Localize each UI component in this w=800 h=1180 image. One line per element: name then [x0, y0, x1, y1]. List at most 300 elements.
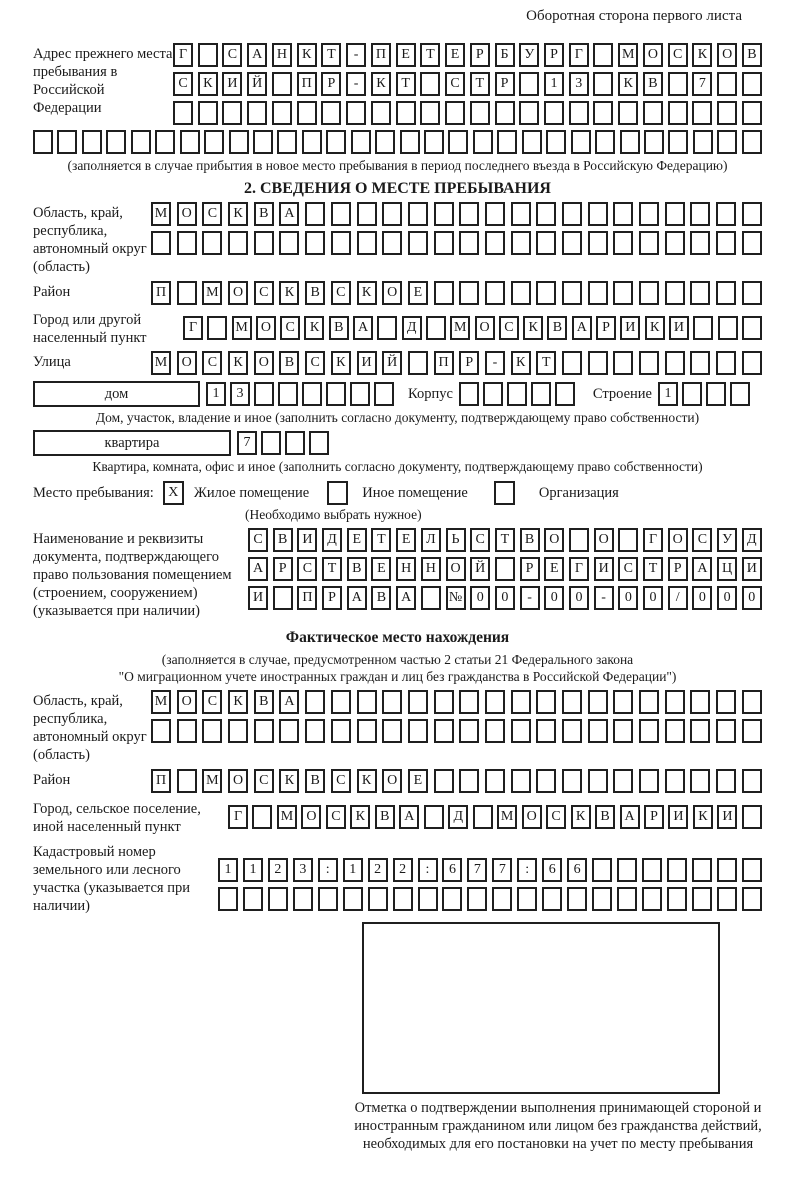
char-box	[448, 130, 468, 154]
char-box	[309, 431, 329, 455]
char-box	[131, 130, 151, 154]
char-box	[445, 101, 465, 125]
char-box: 0	[618, 586, 638, 610]
char-box	[665, 690, 685, 714]
char-box: В	[254, 690, 274, 714]
char-box	[371, 101, 391, 125]
char-box: К	[350, 805, 370, 829]
char-box	[742, 130, 762, 154]
char-box: О	[475, 316, 495, 340]
char-box: К	[693, 805, 713, 829]
house-labelbox: дом	[33, 381, 200, 407]
char-box: Т	[643, 557, 663, 581]
char-box: 1	[206, 382, 226, 406]
char-box	[305, 202, 325, 226]
char-box: :	[517, 858, 537, 882]
char-box: Т	[420, 43, 440, 67]
char-box	[571, 130, 591, 154]
char-box: Е	[408, 281, 428, 305]
char-box	[293, 887, 313, 911]
char-box: В	[305, 769, 325, 793]
char-box	[377, 316, 397, 340]
char-box: И	[668, 805, 688, 829]
char-box: С	[254, 769, 274, 793]
char-box	[588, 231, 608, 255]
char-box	[408, 231, 428, 255]
char-box	[382, 202, 402, 226]
region-block	[33, 202, 762, 276]
char-box	[742, 72, 762, 96]
char-box	[668, 72, 688, 96]
char-box: С	[326, 805, 346, 829]
char-box: 7	[492, 858, 512, 882]
prev-address-row-1	[173, 43, 762, 67]
char-box	[613, 231, 633, 255]
char-box: К	[304, 316, 324, 340]
char-box: А	[279, 690, 299, 714]
char-box: К	[371, 72, 391, 96]
char-box	[202, 231, 222, 255]
char-box	[305, 719, 325, 743]
region-label: Область, край, республика, автономный округ (область)	[33, 205, 147, 275]
char-box	[742, 719, 762, 743]
char-box	[588, 690, 608, 714]
char-box	[278, 382, 298, 406]
char-box	[272, 72, 292, 96]
char-box	[569, 528, 589, 552]
char-box: О	[594, 528, 614, 552]
char-box	[588, 202, 608, 226]
char-box	[273, 586, 293, 610]
char-box: С	[331, 281, 351, 305]
char-box	[667, 887, 687, 911]
char-box	[357, 690, 377, 714]
char-box	[555, 382, 575, 406]
char-box	[331, 231, 351, 255]
char-box: О	[643, 43, 663, 67]
char-box: И	[222, 72, 242, 96]
char-box	[229, 130, 249, 154]
char-box	[716, 351, 736, 375]
char-box	[511, 690, 531, 714]
char-box: О	[177, 351, 197, 375]
char-box: И	[594, 557, 614, 581]
char-box	[177, 769, 197, 793]
char-box: С	[692, 528, 712, 552]
char-box: В	[375, 805, 395, 829]
char-box: К	[331, 351, 351, 375]
char-box	[177, 281, 197, 305]
char-box: Р	[495, 72, 515, 96]
char-box: :	[418, 858, 438, 882]
city-row	[183, 316, 762, 340]
house-block	[33, 381, 762, 407]
district-row	[151, 281, 762, 305]
char-box	[562, 281, 582, 305]
char-box: В	[273, 528, 293, 552]
char-box	[592, 887, 612, 911]
char-box: В	[329, 316, 349, 340]
char-box	[459, 382, 479, 406]
char-box: К	[523, 316, 543, 340]
char-box	[544, 101, 564, 125]
char-box: И	[717, 805, 737, 829]
char-box: К	[511, 351, 531, 375]
prev-address-row-3	[173, 101, 762, 125]
stay-option-residential: Жилое помещение	[193, 484, 310, 501]
char-box: В	[371, 586, 391, 610]
char-box	[618, 101, 638, 125]
char-box: М	[497, 805, 517, 829]
char-box	[536, 202, 556, 226]
char-box	[459, 719, 479, 743]
stay-type-note: (Необходимо выбрать нужное)	[245, 507, 422, 522]
street-row	[151, 351, 762, 375]
char-box	[693, 130, 713, 154]
char-box	[459, 690, 479, 714]
cadastre-label: Кадастровый номер земельного или лесного участка (указывается при наличии)	[33, 844, 190, 914]
char-box	[279, 231, 299, 255]
char-box	[173, 101, 193, 125]
char-box	[562, 202, 582, 226]
char-box	[459, 231, 479, 255]
char-box	[742, 805, 762, 829]
char-box	[483, 382, 503, 406]
char-box: Р	[596, 316, 616, 340]
char-box	[716, 719, 736, 743]
char-box	[420, 101, 440, 125]
char-box	[434, 281, 454, 305]
char-box	[692, 858, 712, 882]
city-label: Город или другой населенный пункт	[33, 312, 147, 346]
char-box	[716, 202, 736, 226]
char-box: Д	[402, 316, 422, 340]
char-box	[511, 202, 531, 226]
char-box: К	[645, 316, 665, 340]
char-box: Е	[445, 43, 465, 67]
char-box	[459, 281, 479, 305]
char-box: Й	[470, 557, 490, 581]
char-box	[382, 231, 402, 255]
char-box	[467, 887, 487, 911]
char-box: С	[202, 351, 222, 375]
char-box: О	[717, 43, 737, 67]
char-box: О	[382, 769, 402, 793]
apartment-block	[33, 430, 762, 456]
char-box	[497, 130, 517, 154]
char-box	[207, 316, 227, 340]
korpus-label: Корпус	[408, 386, 453, 402]
char-box: К	[198, 72, 218, 96]
char-box	[531, 382, 551, 406]
cadastre-row-2	[218, 887, 762, 911]
char-box	[742, 690, 762, 714]
char-box	[536, 719, 556, 743]
house-number-cells	[206, 382, 394, 406]
char-box	[567, 887, 587, 911]
char-box	[717, 72, 737, 96]
region-row-2	[151, 231, 762, 255]
char-box	[408, 351, 428, 375]
cadastre-block	[33, 841, 762, 915]
char-box	[613, 690, 633, 714]
char-box: А	[347, 586, 367, 610]
char-box: Р	[322, 586, 342, 610]
char-box: С	[668, 43, 688, 67]
char-box: 1	[343, 858, 363, 882]
char-box	[243, 887, 263, 911]
char-box: К	[692, 43, 712, 67]
char-box	[177, 231, 197, 255]
document-block	[33, 528, 762, 620]
char-box	[569, 101, 589, 125]
char-box	[562, 719, 582, 743]
char-box: Ь	[446, 528, 466, 552]
char-box: Г	[569, 43, 589, 67]
char-box	[716, 769, 736, 793]
actual-district-row	[151, 769, 762, 793]
char-box	[742, 281, 762, 305]
char-box	[517, 887, 537, 911]
char-box: К	[279, 281, 299, 305]
char-box	[357, 231, 377, 255]
char-box: Й	[247, 72, 267, 96]
char-box: М	[202, 769, 222, 793]
char-box: О	[177, 690, 197, 714]
prev-address-block	[33, 43, 762, 125]
char-box: К	[357, 769, 377, 793]
char-box: Е	[396, 528, 416, 552]
char-box	[730, 382, 750, 406]
char-box	[665, 202, 685, 226]
char-box: 7	[692, 72, 712, 96]
char-box	[639, 281, 659, 305]
char-box: Т	[470, 72, 490, 96]
char-box	[177, 719, 197, 743]
char-box	[382, 690, 402, 714]
char-box: С	[331, 769, 351, 793]
stay-option-organization: Организация	[538, 484, 619, 501]
char-box	[693, 316, 713, 340]
char-box: 6	[442, 858, 462, 882]
char-box: Р	[459, 351, 479, 375]
stay-checkbox-organization	[494, 481, 515, 505]
district-block	[33, 281, 762, 305]
house-caption: Дом, участок, владение и иное (заполнить согласно документу, подтверждающему право собственности)	[95, 410, 700, 425]
char-box: Д	[322, 528, 342, 552]
char-box	[717, 101, 737, 125]
char-box: 3	[569, 72, 589, 96]
char-box	[318, 887, 338, 911]
char-box: А	[572, 316, 592, 340]
cadastre-row-1	[218, 858, 762, 882]
char-box	[343, 887, 363, 911]
char-box	[617, 887, 637, 911]
char-box	[690, 769, 710, 793]
char-box	[57, 130, 77, 154]
char-box	[326, 130, 346, 154]
char-box	[459, 769, 479, 793]
char-box	[742, 858, 762, 882]
char-box: Ц	[717, 557, 737, 581]
char-box: И	[248, 586, 268, 610]
char-box	[519, 101, 539, 125]
char-box	[562, 231, 582, 255]
char-box: Г	[173, 43, 193, 67]
char-box	[321, 101, 341, 125]
stay-type-label: Место пребывания:	[33, 484, 154, 501]
char-box: А	[396, 586, 416, 610]
document-row-3	[248, 586, 762, 610]
char-box: О	[544, 528, 564, 552]
char-box	[228, 231, 248, 255]
char-box	[717, 858, 737, 882]
char-box	[668, 130, 688, 154]
char-box: 7	[237, 431, 257, 455]
char-box	[588, 719, 608, 743]
char-box	[408, 690, 428, 714]
char-box	[254, 382, 274, 406]
char-box: О	[301, 805, 321, 829]
char-box: Г	[569, 557, 589, 581]
char-box: 1	[243, 858, 263, 882]
char-box: О	[256, 316, 276, 340]
char-box: А	[399, 805, 419, 829]
char-box	[442, 887, 462, 911]
char-box	[620, 130, 640, 154]
char-box: М	[151, 202, 171, 226]
confirmation-stamp-caption: Отметка о подтверждении выполнения принимающей стороной и иностранным гражданином или лицом без гражданства действий, необходимых для его постановки на учет по месту пребывания	[354, 1100, 762, 1152]
char-box	[511, 281, 531, 305]
char-box	[222, 101, 242, 125]
char-box: :	[318, 858, 338, 882]
char-box	[285, 431, 305, 455]
apartment-cells	[237, 431, 329, 455]
char-box: Г	[643, 528, 663, 552]
char-box	[690, 281, 710, 305]
char-box: С	[173, 72, 193, 96]
char-box	[593, 43, 613, 67]
char-box: К	[297, 43, 317, 67]
char-box: М	[232, 316, 252, 340]
char-box: П	[151, 769, 171, 793]
char-box: И	[297, 528, 317, 552]
actual-city-row	[228, 805, 762, 829]
char-box	[302, 382, 322, 406]
char-box	[254, 231, 274, 255]
char-box: Д	[448, 805, 468, 829]
char-box: А	[353, 316, 373, 340]
char-box: Г	[183, 316, 203, 340]
char-box	[252, 805, 272, 829]
char-box	[742, 202, 762, 226]
char-box	[204, 130, 224, 154]
char-box	[617, 858, 637, 882]
char-box	[613, 719, 633, 743]
char-box	[690, 719, 710, 743]
char-box	[180, 130, 200, 154]
char-box: Г	[228, 805, 248, 829]
char-box: А	[692, 557, 712, 581]
char-box	[511, 769, 531, 793]
char-box	[393, 887, 413, 911]
char-box	[473, 130, 493, 154]
section2-title: 2. СВЕДЕНИЯ О МЕСТЕ ПРЕБЫВАНИЯ	[244, 180, 551, 197]
char-box	[536, 769, 556, 793]
char-box: У	[519, 43, 539, 67]
char-box	[351, 130, 371, 154]
document-label: Наименование и реквизиты документа, подтверждающего право пользования помещением (строением, сооружением) (указывается при наличии)	[33, 531, 232, 619]
district-label: Район	[33, 284, 71, 300]
char-box	[421, 586, 441, 610]
char-box: Р	[668, 557, 688, 581]
char-box: Д	[742, 528, 762, 552]
char-box	[424, 130, 444, 154]
char-box: А	[620, 805, 640, 829]
char-box: 6	[567, 858, 587, 882]
char-box	[618, 528, 638, 552]
char-box: А	[279, 202, 299, 226]
char-box: -	[594, 586, 614, 610]
char-box: М	[202, 281, 222, 305]
char-box	[495, 101, 515, 125]
char-box	[639, 231, 659, 255]
char-box	[305, 231, 325, 255]
char-box: Р	[520, 557, 540, 581]
char-box: И	[742, 557, 762, 581]
char-box	[613, 769, 633, 793]
char-box: 3	[293, 858, 313, 882]
char-box: -	[485, 351, 505, 375]
actual-location-title: Фактическое место нахождения	[285, 629, 510, 646]
street-label: Улица	[33, 354, 71, 370]
char-box	[382, 719, 402, 743]
char-box: А	[247, 43, 267, 67]
char-box	[643, 101, 663, 125]
char-box: 3	[230, 382, 250, 406]
char-box	[434, 202, 454, 226]
char-box	[408, 719, 428, 743]
char-box: Б	[495, 43, 515, 67]
char-box: И	[357, 351, 377, 375]
stay-checkbox-other	[327, 481, 348, 505]
char-box: В	[595, 805, 615, 829]
char-box	[690, 351, 710, 375]
char-box: Р	[321, 72, 341, 96]
char-box: 7	[467, 858, 487, 882]
char-box: С	[202, 690, 222, 714]
char-box	[717, 887, 737, 911]
char-box: У	[717, 528, 737, 552]
city-block	[33, 309, 762, 347]
char-box	[716, 281, 736, 305]
char-box: О	[228, 281, 248, 305]
char-box: 0	[495, 586, 515, 610]
char-box: 1	[658, 382, 678, 406]
char-box: Н	[272, 43, 292, 67]
page-side-note: Оборотная сторона первого листа	[526, 8, 742, 24]
char-box	[742, 101, 762, 125]
char-box: В	[742, 43, 762, 67]
char-box	[667, 858, 687, 882]
char-box	[82, 130, 102, 154]
char-box	[742, 351, 762, 375]
char-box: 0	[692, 586, 712, 610]
actual-region-row-2	[151, 719, 762, 743]
korpus-cells	[459, 382, 575, 406]
char-box: С	[254, 281, 274, 305]
char-box	[350, 382, 370, 406]
